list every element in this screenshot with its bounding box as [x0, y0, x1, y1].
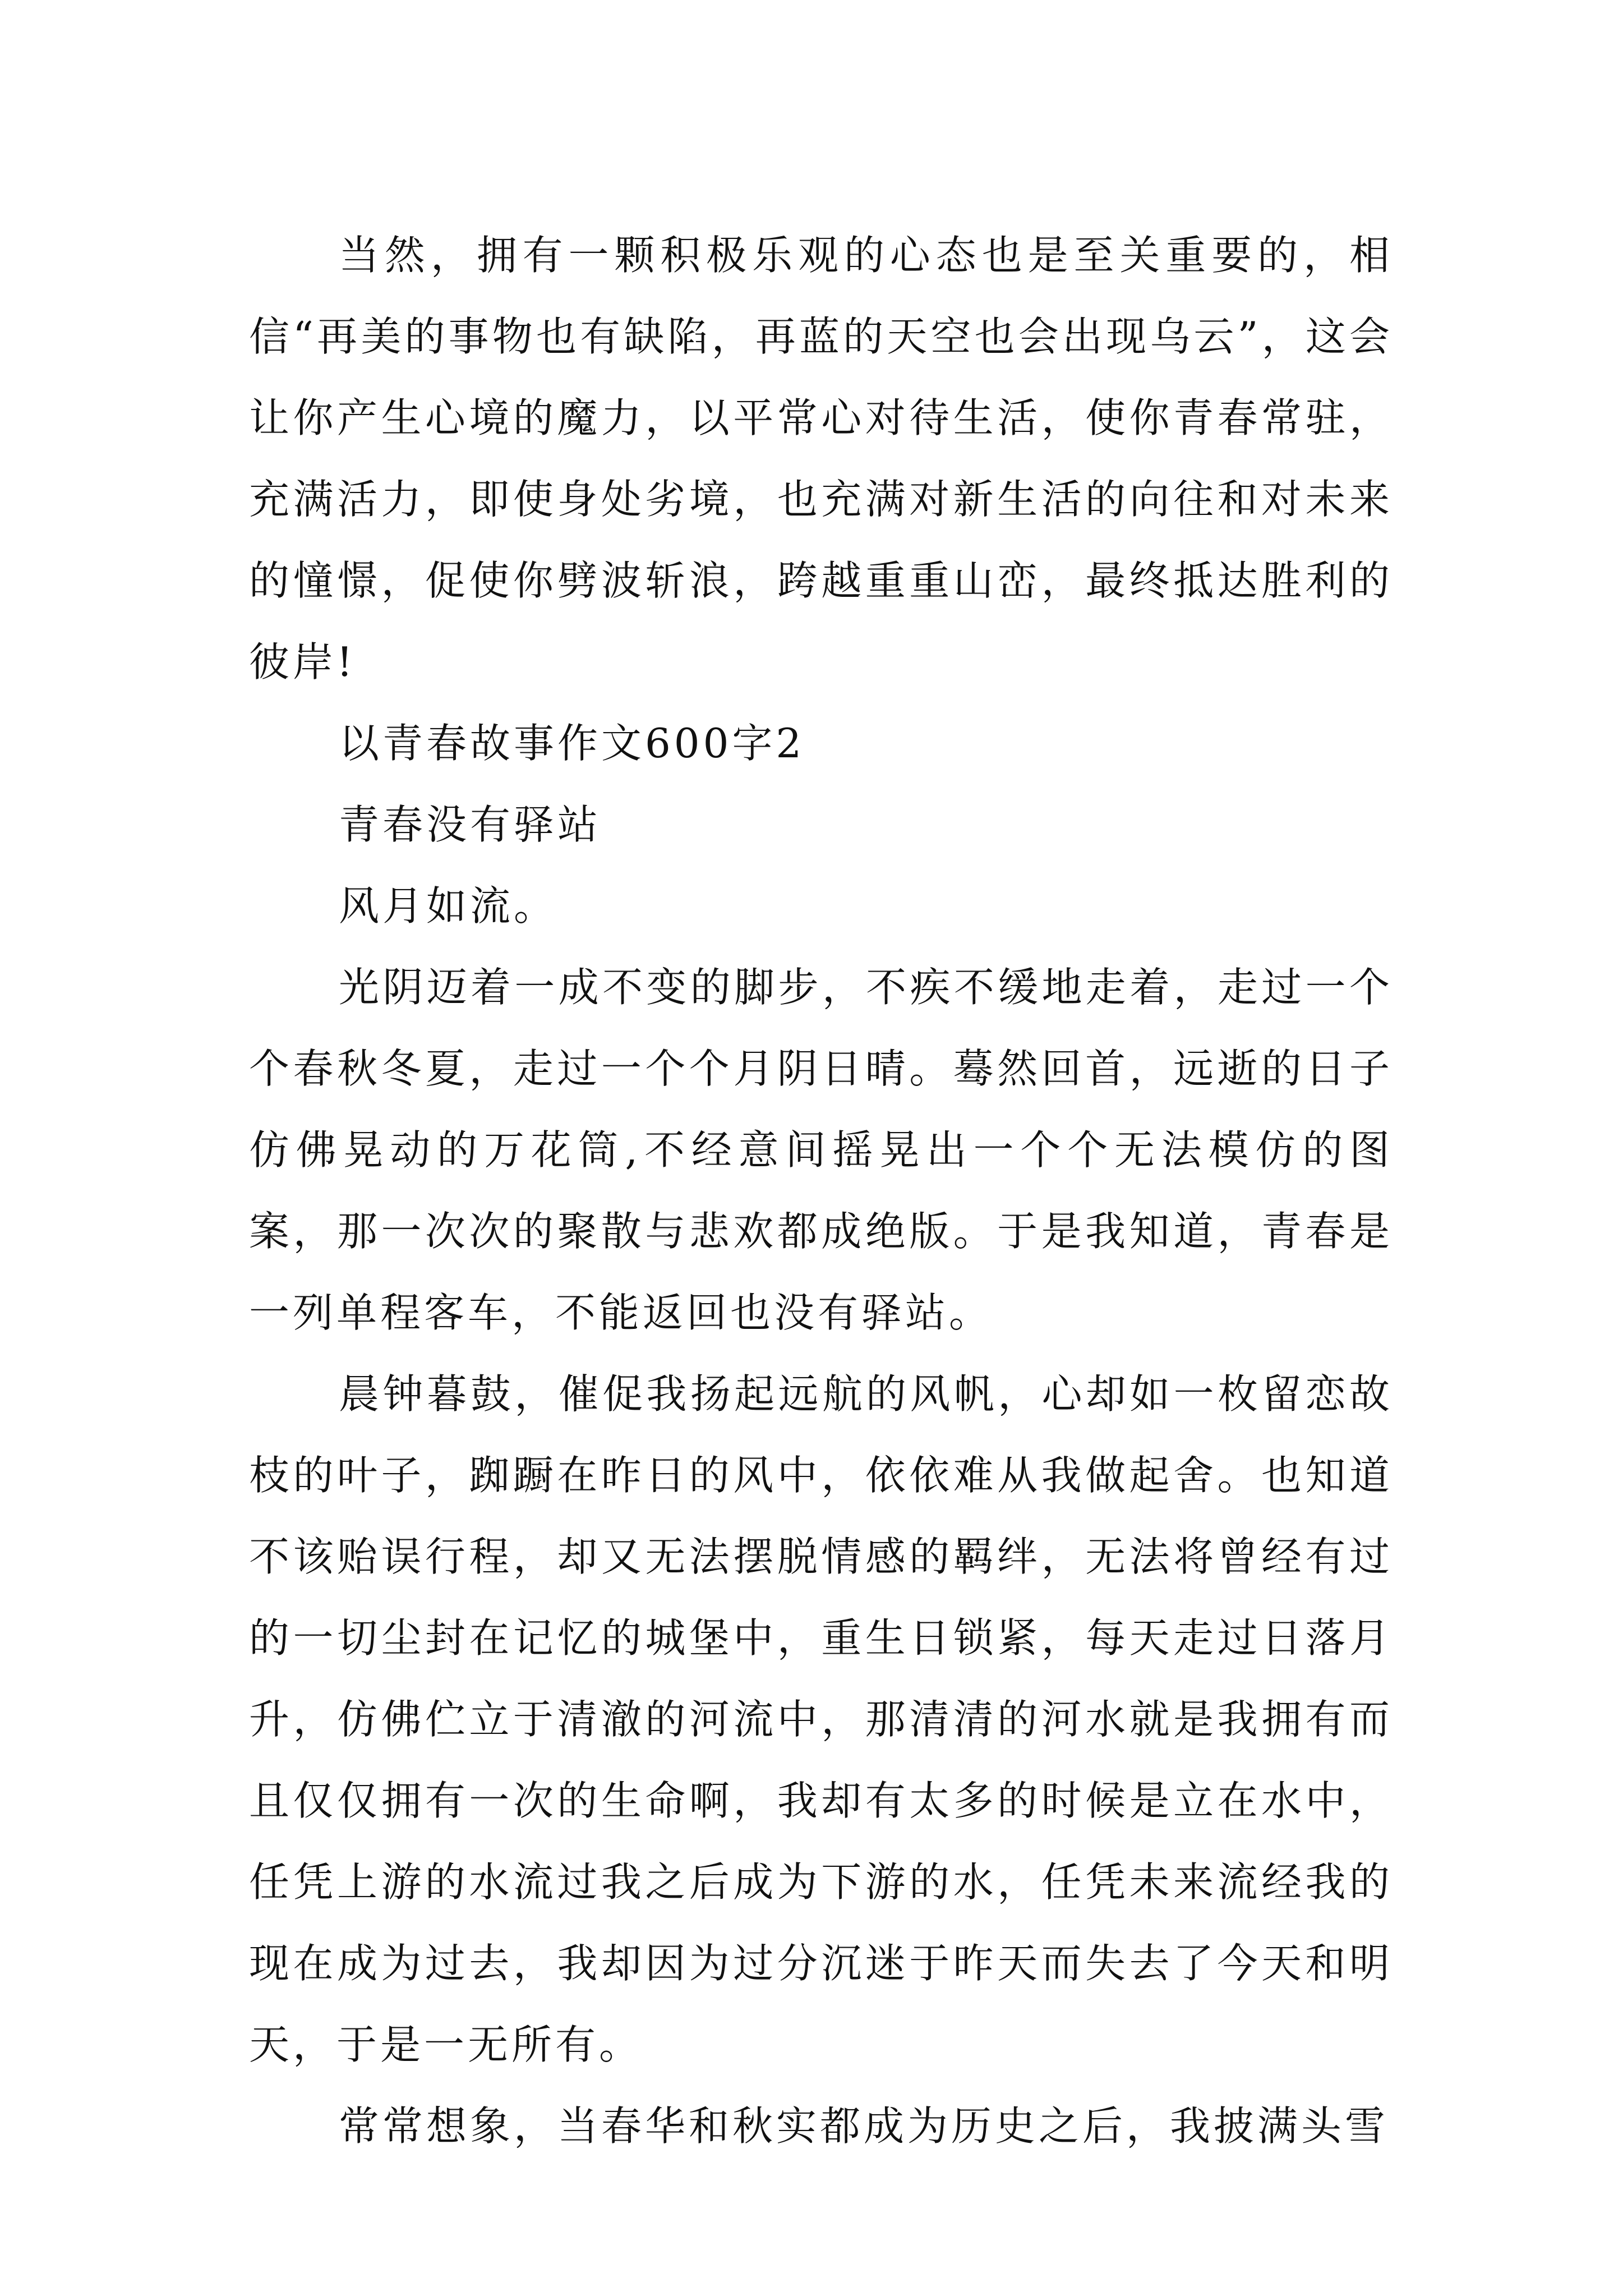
- paragraph: 晨钟暮鼓，催促我扬起远航的风帆，心却如一枚留恋故枝的叶子，踟蹰在昨日的风中，依依难从我做起舍。也知道不该贻误行程，却又无法摆脱情感的羁绊，无法将曾经有过的一切尘封在记忆的城堡中，重生日锁紧，每天走过日落月升，仿佛伫立于清澈的河流中，那清清的河水就是我拥有而且仅仅拥有一次的生命啊，我却有太多的时候是立在水中，任凭上游的水流过我之后成为下游的水，任凭未来流经我的现在成为过去，我却因为过分沉迷于昨天而失去了今天和明天，于是一无所有。: [249, 1370, 1393, 2068]
- paragraph: 光阴迈着一成不变的脚步，不疾不缓地走着，走过一个个春秋冬夏，走过一个个月阴日晴。蓦然回首，远逝的日子仿佛晃动的万花筒,不经意间摇晃出一个个无法模仿的图案，那一次次的聚散与悲欢都成绝版。于是我知道，青春是一列单程客车，不能返回也没有驿站。: [249, 964, 1393, 1336]
- paragraph: 当然，拥有一颗积极乐观的心态也是至关重要的，相信“再美的事物也有缺陷，再蓝的天空也会出现乌云”，这会让你产生心境的魔力，以平常心对待生活，使你青春常驻，充满活力，即使身处劣境，也充满对新生活的向往和对未来的憧憬，促使你劈波斩浪，跨越重重山峦，最终抵达胜利的彼岸!: [249, 232, 1393, 685]
- paragraph: 常常想象，当春华和秋实都成为历史之后，我披满头雪: [339, 2102, 1389, 2150]
- essay-subtitle: 青春没有驿站: [339, 801, 602, 848]
- essay-title: 以青春故事作文600字2: [339, 720, 805, 767]
- paragraph: 风月如流。: [339, 882, 558, 930]
- document-body: [249, 215, 1393, 2167]
